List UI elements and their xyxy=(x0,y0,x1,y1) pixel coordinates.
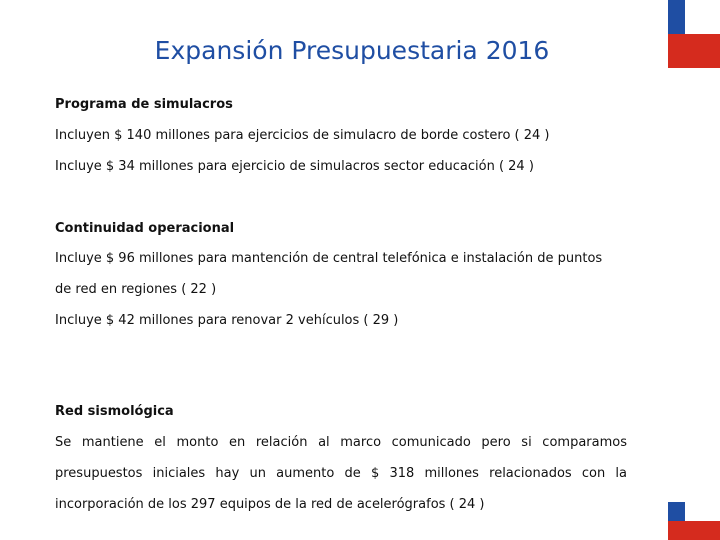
section-line: Se mantiene el monto en relación al marco comunicado pero si comparamos xyxy=(55,435,627,450)
section-heading-red-sismologica: Red sismológica xyxy=(55,404,174,419)
chile-flag-decoration-bottom xyxy=(668,502,720,540)
section-line: presupuestos iniciales hay un aumento de $ 318 millones relacionados con la xyxy=(55,466,627,481)
section-line: Incluye $ 96 millones para mantención de central telefónica e instalación de puntos xyxy=(55,251,603,266)
slide-title: Expansión Presupuestaria 2016 xyxy=(154,36,550,65)
section-line: de red en regiones ( 22 ) xyxy=(55,282,217,297)
section-heading-continuidad: Continuidad operacional xyxy=(55,221,235,236)
section-heading-simulacros: Programa de simulacros xyxy=(55,97,233,112)
section-line: Incluye $ 42 millones para renovar 2 vehículos ( 29 ) xyxy=(55,313,399,328)
section-line: incorporación de los 297 equipos de la red de acelerógrafos ( 24 ) xyxy=(55,497,485,512)
section-line: Incluyen $ 140 millones para ejercicios de simulacro de borde costero ( 24 ) xyxy=(55,128,550,143)
section-line: Incluye $ 34 millones para ejercicio de simulacros sector educación ( 24 ) xyxy=(55,159,534,174)
